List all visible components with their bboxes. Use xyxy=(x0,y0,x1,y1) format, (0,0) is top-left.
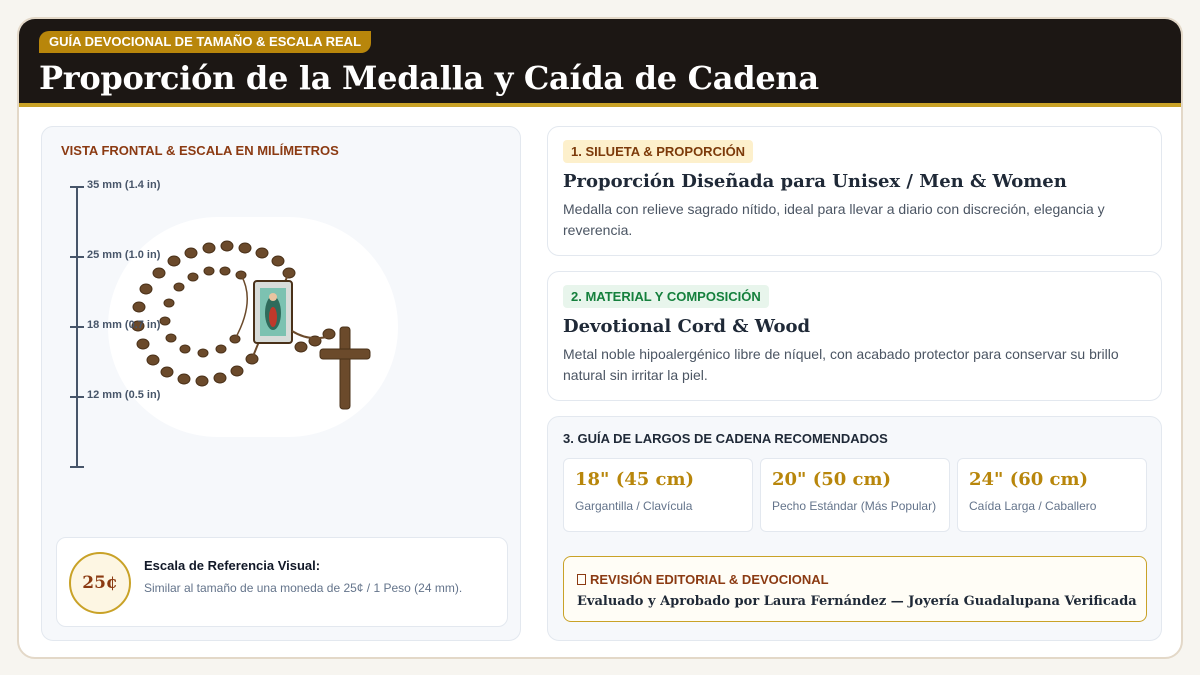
length-value: 18" (45 cm) xyxy=(575,469,695,490)
length-label: Pecho Estándar (Más Popular) xyxy=(772,499,937,513)
scale-label: 35 mm (1.4 in) xyxy=(87,179,161,191)
rosary-scapular-image xyxy=(121,231,386,423)
section-text: Metal noble hipoalergénico libre de níquel, con acabado protector para conservar su brillo natural sin irritar la piel. xyxy=(563,346,1119,383)
section-heading: 3. GUÍA DE LARGOS DE CADENA RECOMENDADOS xyxy=(563,431,888,446)
length-option xyxy=(957,458,1147,532)
material-card xyxy=(547,271,1162,401)
coin-icon: 25¢ xyxy=(69,552,131,614)
length-label: Gargantilla / Clavícula xyxy=(575,499,693,513)
scale-tick xyxy=(70,466,84,468)
silhouette-card xyxy=(547,126,1162,256)
section-text: Medalla con relieve sagrado nítido, ideal para llevar a diario con discreción, elegancia y reverencia. xyxy=(563,201,1105,238)
review-heading-text: REVISIÓN EDITORIAL & DEVOCIONAL xyxy=(590,572,829,587)
scale-label: 18 mm (0.7 in) xyxy=(87,319,161,331)
coin-reference-title: Escala de Referencia Visual: xyxy=(144,558,321,573)
document-icon xyxy=(577,574,586,585)
section-title: Proporción Diseñada para Unisex / Men & Women xyxy=(563,171,1067,192)
section-badge: 1. SILUETA & PROPORCIÓN xyxy=(563,140,753,163)
page-title: Proporción de la Medalla y Caída de Cadena xyxy=(39,59,819,97)
infographic-card xyxy=(17,17,1183,659)
review-heading xyxy=(577,572,829,587)
coin-reference-description: Similar al tamaño de una moneda de 25¢ / 1 Peso (24 mm). xyxy=(144,581,463,595)
length-value: 24" (60 cm) xyxy=(969,469,1089,490)
length-option xyxy=(563,458,753,532)
scale-tick xyxy=(70,326,84,328)
scale-label: 12 mm (0.5 in) xyxy=(87,389,161,401)
scale-panel xyxy=(41,126,521,641)
coin-reference-card xyxy=(56,537,508,627)
scale-panel-heading: VISTA FRONTAL & ESCALA EN MILÍMETROS xyxy=(61,143,339,158)
length-value: 20" (50 cm) xyxy=(772,469,892,490)
section-title: Devotional Cord & Wood xyxy=(563,316,811,337)
length-label: Caída Larga / Caballero xyxy=(969,499,1097,513)
editorial-review-box xyxy=(563,556,1147,622)
chain-length-card xyxy=(547,416,1162,641)
scale-label: 25 mm (1.0 in) xyxy=(87,249,161,261)
section-badge: 2. MATERIAL Y COMPOSICIÓN xyxy=(563,285,769,308)
scale-tick xyxy=(70,186,84,188)
scale-tick xyxy=(70,256,84,258)
eyebrow-badge: GUÍA DEVOCIONAL DE TAMAÑO & ESCALA REAL xyxy=(39,31,371,53)
header-banner xyxy=(19,19,1181,107)
scale-tick xyxy=(70,396,84,398)
length-option xyxy=(760,458,950,532)
review-text: Evaluado y Aprobado por Laura Fernández — Joyería Guadalupana Verificada xyxy=(577,594,1137,609)
